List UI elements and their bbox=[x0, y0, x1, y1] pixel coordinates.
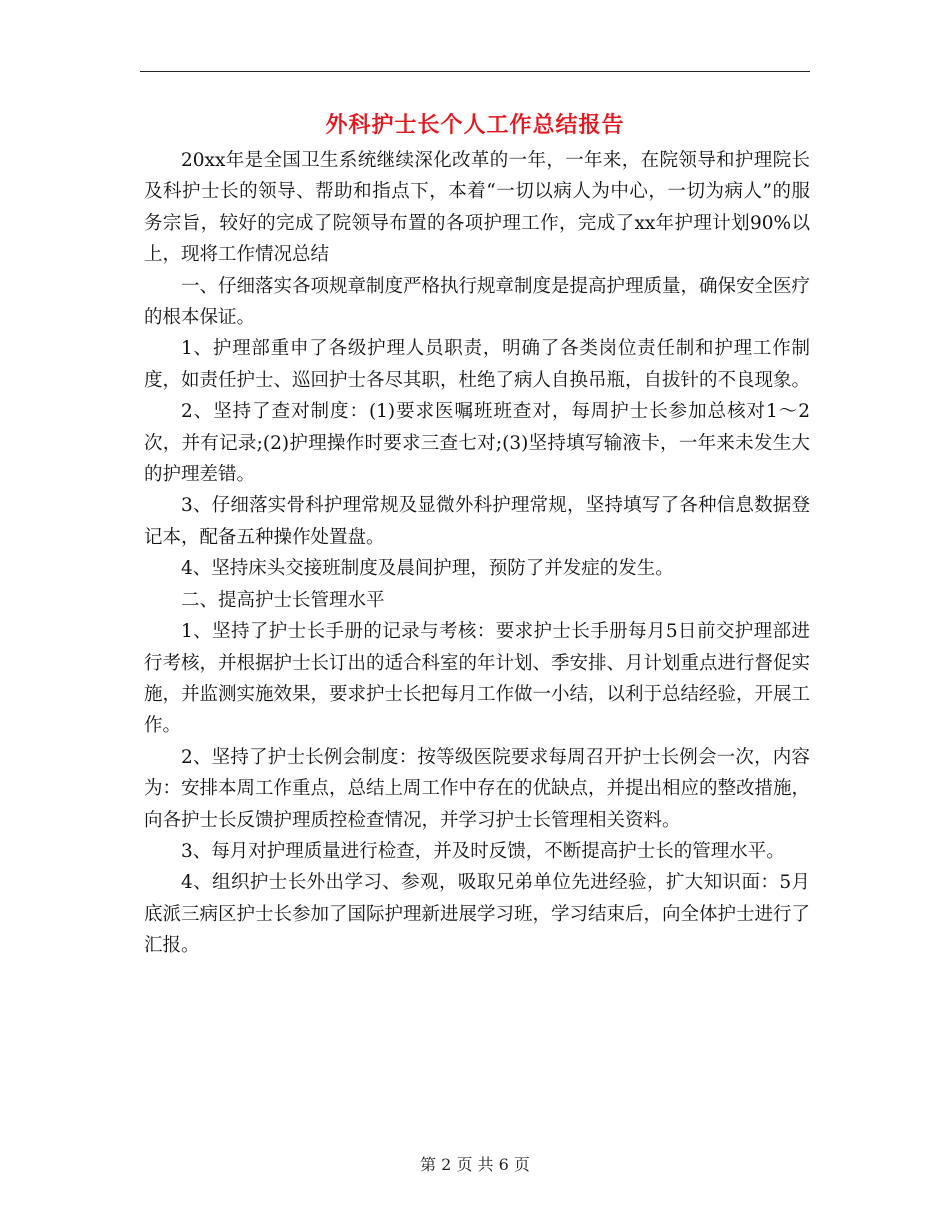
paragraph-1-2: 2、坚持了查对制度：(1)要求医嘱班班查对，每周护士长参加总核对1～2次，并有记录;(2)护理操作时要求三查七对;(3)坚持填写输液卡，一年来未发生大的护理差错。 bbox=[144, 401, 810, 486]
paragraph-1-1: 1、护理部重申了各级护理人员职责，明确了各类岗位责任制和护理工作制度，如责任护士、巡回护士各尽其职，杜绝了病人自换吊瓶，自拔针的不良现象。 bbox=[144, 338, 811, 391]
paragraph-1-4: 4、坚持床头交接班制度及晨间护理，预防了并发症的发生。 bbox=[181, 558, 674, 580]
document-title: 外科护士长个人工作总结报告 bbox=[325, 112, 625, 138]
paragraph-section-1-heading: 一、仔细落实各项规章制度严格执行规章制度是提高护理质量，确保安全医疗的根本保证。 bbox=[144, 275, 811, 329]
paragraph-2-3: 3、每月对护理质量进行检查，并及时反馈，不断提高护士长的管理水平。 bbox=[181, 840, 785, 862]
paragraph-2-1: 1、坚持了护士长手册的记录与考核：要求护士长手册每月5日前交护理部进行考核，并根据护士长订出的适合科室的年计划、季安排、月计划重点进行督促实施，并监测实施效果，要求护士长把每月工作做一小结，以利于总结经验，开展工作。 bbox=[144, 621, 811, 737]
paragraph-2-2: 2、坚持了护士长例会制度：按等级医院要求每周召开护士长例会一次，内容为：安排本周工作重点，总结上周工作中存在的优缺点，并提出相应的整改措施，向各护士长反馈护理质控检查情况，并学习护士长管理相关资料。 bbox=[144, 746, 811, 831]
document-body bbox=[144, 145, 810, 962]
paragraph-intro: 20xx年是全国卫生系统继续深化改革的一年，一年来，在院领导和护理院长及科护士长的领导、帮助和指点下，本着“一切以病人为中心，一切为病人”的服务宗旨，较好的完成了院领导布置的各项护理工作，完成了xx年护理计划90%以上，现将工作情况总结 bbox=[144, 150, 810, 266]
page-number-footer: 第 2 页 共 6 页 bbox=[420, 1155, 530, 1174]
header-rule bbox=[140, 71, 810, 72]
paragraph-1-3: 3、仔细落实骨科护理常规及显微外科护理常规，坚持填写了各种信息数据登记本，配备五种操作处置盘。 bbox=[144, 495, 810, 548]
paragraph-2-4: 4、组织护士长外出学习、参观，吸取兄弟单位先进经验，扩大知识面：5月底派三病区护士长参加了国际护理新进展学习班，学习结束后，向全体护士进行了汇报。 bbox=[144, 872, 811, 957]
paragraph-section-2-heading: 二、提高护士长管理水平 bbox=[181, 589, 385, 611]
